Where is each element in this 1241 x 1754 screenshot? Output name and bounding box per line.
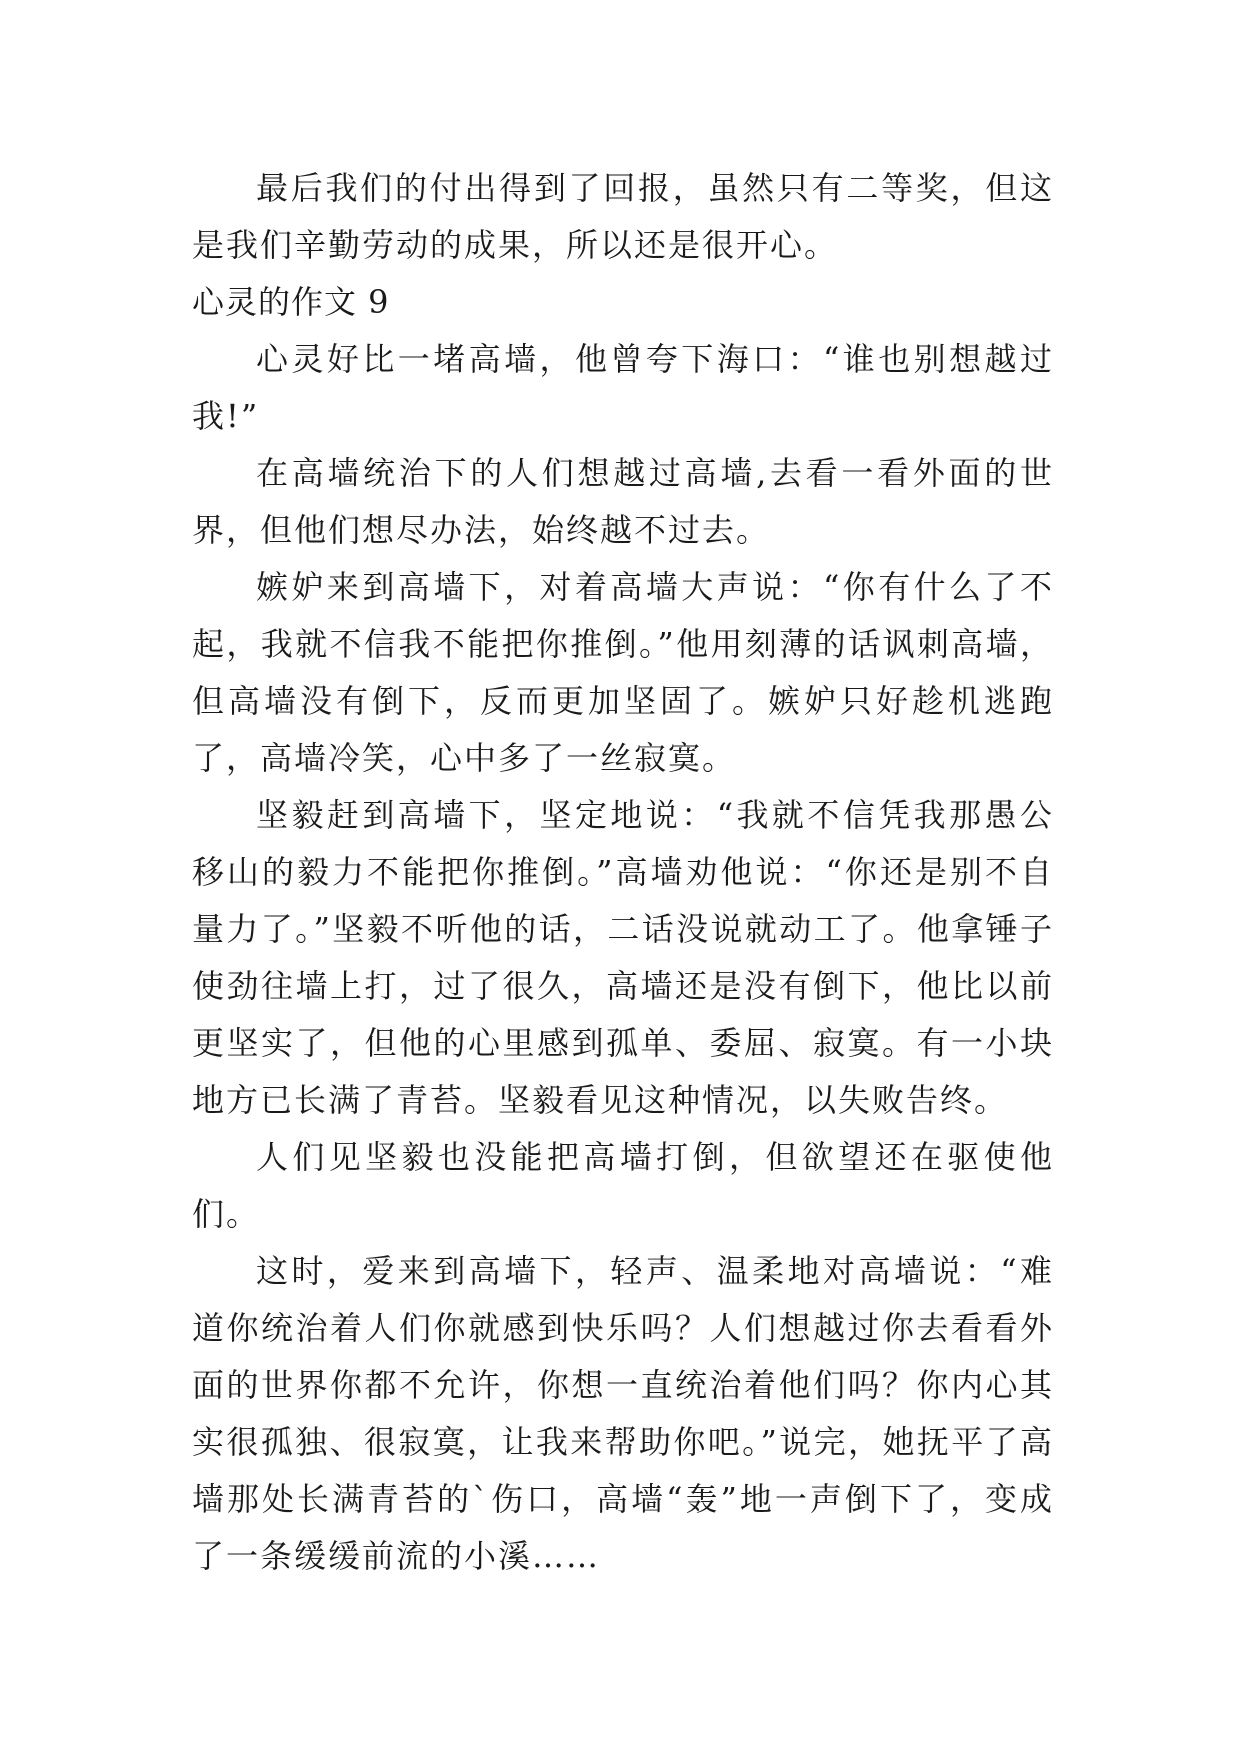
paragraph-6: 这时，爱来到高墙下，轻声、温柔地对高墙说：“难道你统治着人们你就感到快乐吗？人们想越过你去看看外面的世界你都不允许，你想一直统治着他们吗？你内心其实很孤独、很寂寞，让我来帮助你吧。”说完，她抚平了高墙那处长满青苔的`伤口，高墙“轰”地一声倒下了，变成了一条缓缓前流的小溪…… [192, 1252, 1054, 1575]
paragraph-5: 人们见坚毅也没能把高墙打倒，但欲望还在驱使他们。 [192, 1138, 1054, 1233]
paragraph-4: 坚毅赶到高墙下，坚定地说：“我就不信凭我那愚公移山的毅力不能把你推倒。”高墙劝他说：“你还是别不自量力了。”坚毅不听他的话，二话没说就动工了。他拿锤子使劲往墙上打，过了很久，高墙还是没有倒下，他比以前更坚实了，但他的心里感到孤单、委屈、寂寞。有一小块地方已长满了青苔。坚毅看见这种情况，以失败告终。 [192, 796, 1054, 1119]
document-body [192, 160, 1054, 1585]
paragraph-2: 在高墙统治下的人们想越过高墙,去看一看外面的世界，但他们想尽办法，始终越不过去。 [192, 454, 1054, 549]
paragraph-3: 嫉妒来到高墙下，对着高墙大声说：“你有什么了不起，我就不信我不能把你推倒。”他用刻薄的话讽刺高墙，但高墙没有倒下，反而更加坚固了。嫉妒只好趁机逃跑了，高墙冷笑，心中多了一丝寂寞。 [192, 568, 1054, 777]
paragraph-previous-essay-ending: 最后我们的付出得到了回报，虽然只有二等奖，但这是我们辛勤劳动的成果，所以还是很开心。 [192, 169, 1054, 264]
section-title: 心灵的作文 9 [192, 283, 390, 321]
paragraph-1: 心灵好比一堵高墙，他曾夸下海口：“谁也别想越过我!” [192, 340, 1054, 435]
